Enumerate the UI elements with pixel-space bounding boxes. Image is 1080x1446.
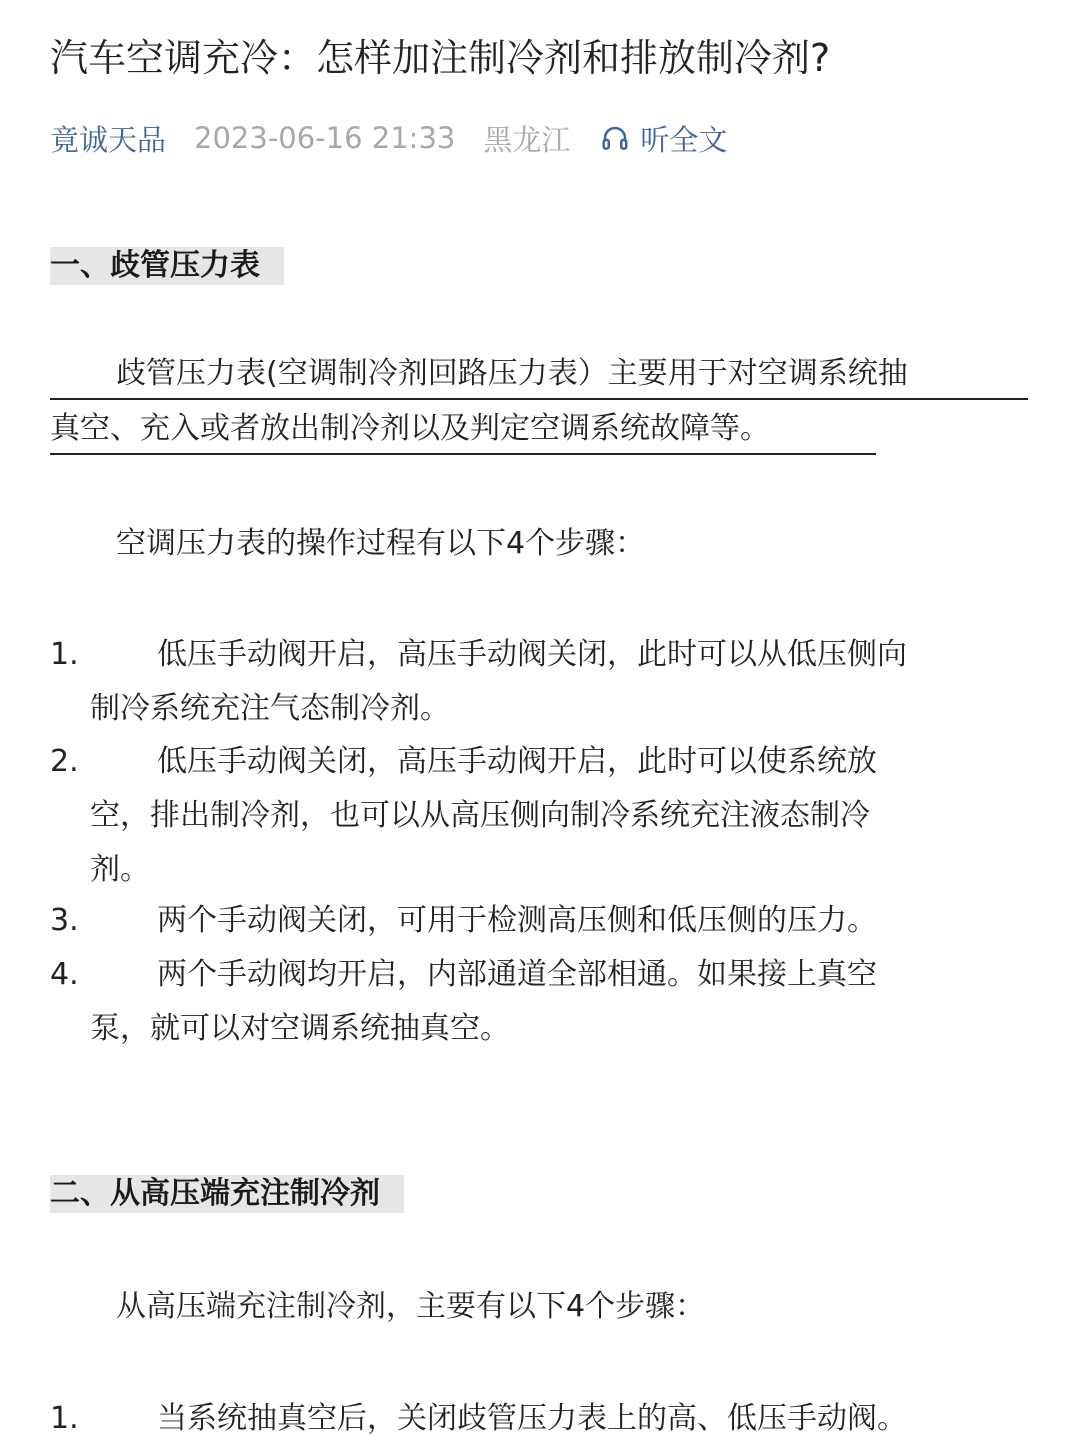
list-line: 当系统抽真空后，关闭歧管压力表上的高、低压手动阀。 [157,1401,907,1436]
list-number: 1. [50,637,79,672]
list-line: 低压手动阀关闭，高压手动阀开启，此时可以使系统放 [157,744,877,779]
steps-intro-2: 从高压端充注制冷剂，主要有以下4个步骤： [116,1289,706,1324]
article-meta [50,112,727,164]
publish-time: 2023-06-16 21:33 [194,121,456,155]
list-line: 泵，就可以对空调系统抽真空。 [90,1011,510,1046]
intro-line-2: 真空、充入或者放出制冷剂以及判定空调系统故障等。 [50,409,876,455]
list-item [50,948,1040,1056]
publish-region: 黑龙江 [483,122,571,157]
list-line: 低压手动阀开启，高压手动阀关闭，此时可以从低压侧向 [157,637,907,672]
list-number: 4. [50,957,79,992]
list-item [50,628,1040,736]
section-heading-1: 一、歧管压力表 [50,247,284,285]
list-line: 两个手动阀均开启，内部通道全部相通。如果接上真空 [157,957,877,992]
article-title: 汽车空调充冷：怎样加注制冷剂和排放制冷剂? [50,36,831,80]
list-line: 剂。 [90,852,150,887]
list-number: 1. [50,1401,79,1436]
section-heading-2: 二、从高压端充注制冷剂 [50,1175,404,1213]
list-number: 2. [50,744,79,779]
headphones-icon [600,123,630,153]
list-line: 两个手动阀关闭，可用于检测高压侧和低压侧的压力。 [157,903,877,938]
author-link[interactable]: 竟诚天品 [50,122,167,157]
intro-line-1: 歧管压力表(空调制冷剂回路压力表）主要用于对空调系统抽 [50,354,1028,400]
list-item [50,1392,1040,1446]
list-item [50,735,1040,897]
list-line: 制冷系统充注气态制冷剂。 [90,691,450,726]
list-line: 空，排出制冷剂，也可以从高压侧向制冷系统充注液态制冷 [90,798,870,833]
listen-button[interactable] [600,118,727,159]
steps-intro-1: 空调压力表的操作过程有以下4个步骤： [116,526,646,561]
listen-label: 听全文 [640,122,728,157]
list-number: 3. [50,903,79,938]
list-item [50,894,1040,948]
